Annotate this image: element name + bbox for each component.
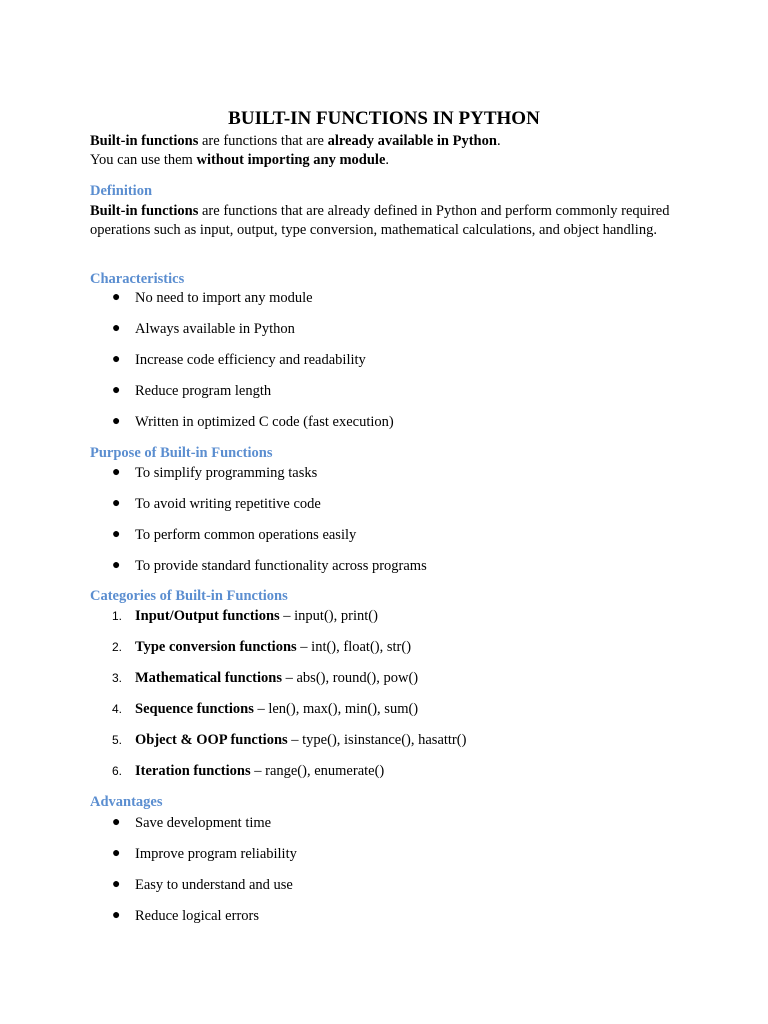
bullet-icon: ● — [112, 558, 121, 573]
list-item: ● No need to import any module — [112, 290, 313, 306]
heading-characteristics: Characteristics — [90, 271, 185, 287]
list-item: ● Reduce program length — [112, 383, 272, 399]
intro-line-1: Built-in functions are functions that are already available in Python. — [90, 133, 501, 149]
list-number: 4. — [112, 702, 123, 716]
list-item: ● To avoid writing repetitive code — [112, 496, 321, 512]
bullet-icon: ● — [112, 527, 121, 542]
characteristics-list — [90, 289, 690, 444]
list-item: 6. Iteration functions – range(), enumerate() — [112, 763, 385, 779]
bullet-icon: ● — [112, 414, 121, 429]
list-item: ● To perform common operations easily — [112, 527, 357, 543]
bullet-icon: ● — [112, 290, 121, 305]
categories-list — [90, 607, 690, 793]
list-item: ● Save development time — [112, 815, 272, 831]
list-number: 3. — [112, 671, 123, 685]
page-title: BUILT-IN FUNCTIONS IN PYTHON — [228, 108, 540, 129]
list-item: ● Easy to understand and use — [112, 877, 293, 893]
list-number: 2. — [112, 640, 123, 654]
list-item: 3. Mathematical functions – abs(), round(), pow() — [112, 670, 419, 686]
list-item: ● To provide standard functionality across programs — [112, 558, 427, 574]
bullet-icon: ● — [112, 496, 121, 511]
intro-line-2: You can use them without importing any module. — [90, 151, 390, 168]
bullet-icon: ● — [112, 352, 121, 367]
intro-paragraph — [90, 132, 690, 169]
list-item: ● Written in optimized C code (fast execution) — [112, 414, 394, 430]
bullet-icon: ● — [112, 321, 121, 336]
definition-paragraph: Built-in functions are functions that are already defined in Python and perform commonly required operations such as input, output, type conversion, mathematical calculations, and object handling. — [90, 203, 670, 238]
bullet-icon: ● — [112, 908, 121, 923]
list-item: ● Improve program reliability — [112, 846, 297, 862]
bullet-icon: ● — [112, 846, 121, 861]
bullet-icon: ● — [112, 815, 121, 830]
list-number: 6. — [112, 764, 123, 778]
list-item: 1. Input/Output functions – input(), print() — [112, 608, 378, 624]
list-item: ● Always available in Python — [112, 321, 295, 337]
intro-bold-term: Built-in functions — [90, 133, 199, 149]
advantages-list — [90, 814, 690, 938]
bullet-icon: ● — [112, 877, 121, 892]
bullet-icon: ● — [112, 465, 121, 480]
heading-purpose: Purpose of Built-in Functions — [90, 445, 273, 461]
heading-definition: Definition — [90, 183, 153, 199]
list-item: ● Reduce logical errors — [112, 908, 260, 924]
list-item: 5. Object & OOP functions – type(), isinstance(), hasattr() — [112, 732, 467, 748]
heading-advantages: Advantages — [90, 794, 163, 810]
purpose-list — [90, 464, 690, 588]
list-item: ● To simplify programming tasks — [112, 465, 318, 481]
list-item: 2. Type conversion functions – int(), float(), str() — [112, 639, 412, 655]
list-number: 5. — [112, 733, 123, 747]
list-item: 4. Sequence functions – len(), max(), min(), sum() — [112, 701, 419, 717]
bullet-icon: ● — [112, 383, 121, 398]
list-number: 1. — [112, 609, 123, 623]
heading-categories: Categories of Built-in Functions — [90, 588, 288, 604]
list-item: ● Increase code efficiency and readability — [112, 352, 366, 368]
